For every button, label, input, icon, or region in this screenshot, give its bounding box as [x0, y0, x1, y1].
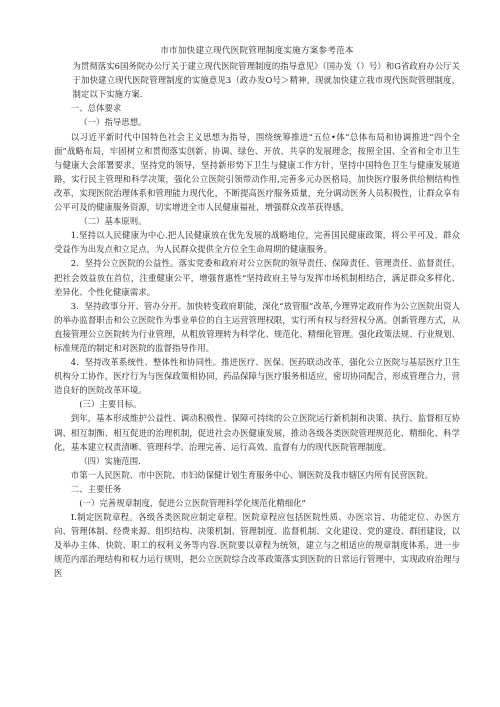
body-paragraph: I.制定医院章程。各级各类医院应制定章程。医院章程应包括医院性质、办医宗旨、功能定位、办医方向、管理体制、经费来源、组织结构、决策机制、管理制度、监督机制、文化建设、党的建设、群团建设，以及举办主体、快院、职工的权利义务等内容.医院要以章程为统领，建立与之相适应的规章制度体系，进一步规范内部治理结构和权力运行规则，把公立医院综合改革政策落实到医院的日常运行管理中，实现政府治理与医: [54, 512, 460, 579]
document-title: 市市加快建立现代医院管理制度实施方案参考范本: [160, 46, 354, 56]
subsection-heading: （四）实施范围.: [79, 455, 141, 466]
body-paragraph: 以习近平新时代中国特色社会主义思想为指导，围绕统筹推进“五位•体”总体布局和协调推进“四个全面”战略布局，牢固树立和贯彻落实创新、协调、绿色、开放、共享的发展理念，按照全国、全省和全市卫生与健康大会部署要求，坚持党的领导，坚持新形势下卫生与健康工作方针，坚持中国特色卫生与健康发展道路，实行民主管理和科学决策，强化公立医院引领带动作用,完善多元办医格局，加快医疗服务供给侧结构性改革，实现医院治理体系和管理能力现代化，不断提高医疗服务质量，充分调动医务人员积极性，让群众享有公平可及的健康服务资源，切实增进全市人民健康福祉，增强群众改革获得感。: [54, 131, 460, 213]
body-paragraph: 市第一人民医院、市中医院、市妇幼保健计划生育服务中心、钢医院及我市辖区内所有民营医院。: [70, 469, 434, 480]
body-paragraph: 2．坚持公立医院的公益性。落实党委和政府对公立医院的领导责任、保障责任、管理责任、监督责任，把社会效益放在首位，注重健康公平，增强普惠性“坚持政府主导与发挥市场机制相结合，满足群众多样化、差异化、个性化健康需求。: [54, 258, 460, 297]
body-paragraph: 4．坚持改革系统性、整体性和协同性。推进医疗、医保、医药联动改革，强化公立医院与基层医疗卫生机构分工协作，医疗行为与医保政策相协同，药品保障与医疗服务相适应，密切协同配合，形成管理合力，营造良好的医院改革环境。: [54, 357, 460, 396]
subsection-heading: (三）主要目标。: [79, 399, 142, 410]
section-heading: 二、主要任务: [70, 483, 122, 494]
subsection-heading: （一）指导思想。: [79, 117, 147, 128]
body-paragraph: 1.坚持以人民健康为中心.把人民健康放在优先发展的战略地位，完善国民健康政策，将公平可及、群众受益作为出发点和立足点，为人民群众提供全方位全生命周期的健康服务。: [54, 230, 460, 255]
body-paragraph: 3．坚持政事分开、管办分开。加快转变政府职能，深化“放管服”改革,今理界定政府作为公立医院出资人的举办监督职击和公立医院作为事业单位的自主运营管理权限，实行所有权与经营权分离。创新管理方式，从直接管理公立医院转为行业管理，从粗放管理转为科学化、规范化、精细化管理。强化政策法规、行业规划、标准规范的制定和对医院的监督指导作用。: [54, 300, 460, 353]
subsection-heading: （二）基本原则。: [79, 216, 147, 227]
section-heading: 一、总体要求: [70, 103, 122, 114]
subsection-heading: (一）完善规章制度，促进公立医院管理科学化规范化精细化“: [79, 498, 306, 508]
body-paragraph: 到年，基本形成维护公益性、调动积极性、保障可持续的公立医院运行新机制和决策、执行、监督相互协调、相互制衡、相互促进的治理机制，促进社会办医健康发展，推动各级各类医院管理规范化、精细化、科学化，基本建立权责清晰、管理科学、治理完善、运行高效、监督有力的现代医院管理制度。: [54, 413, 460, 452]
intro-paragraph: 为贯彻落实6国务院办公厅关于建立现代医院管理制度的指导意见》（国办发（）号）和G省政府办公厅关于加快建立现代医院管理制度的实施意见3（政办发O号＞精神，现就加快建立我市现代医院管理制度，制定以下实施方案.: [72, 61, 460, 100]
